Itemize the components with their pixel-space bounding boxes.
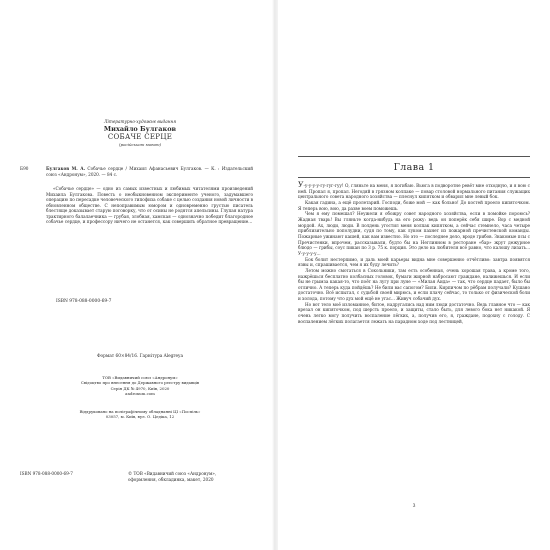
body-paragraph: Бок болит нестерпимо, и даль моей карьеры видна мне совершенно отчётливо: завтра появятся язвы и, спрашивается, чем я их буду лечить? — [298, 256, 530, 268]
body-paragraph — [298, 182, 530, 200]
body-text — [298, 182, 530, 324]
isbn: ISBN 978-088-0000-69-7 — [56, 299, 112, 304]
body-paragraph: Но вот тело моё изломанное, битое, надругались над ним люди достаточно. Ведь главное что — как врезал он кипяточком, под шерсть проело, и защиты, стало быть, для левого бока нет никакой. Я очень легко могу получить воспаление лёгких, а, получив его, я, граждане, подохну с голоду. С воспалением лёгких полагается лежать на парадном ходе под лестницей, — [298, 301, 530, 324]
copyright-line: © ТОВ «Видавничий союз «Андронум», — [128, 471, 217, 476]
format-line: Формат 60×84/16. Гарнітура Alegreya — [96, 354, 184, 359]
imprint-line: Серія ДК № 4970, Київ, 2020 — [110, 385, 170, 391]
bibliographic-text: Собачье сердце / Михаил Афанасьевич Булгаков. — К. : Издательский союз «Андронум», 2020. — 84 с. — [46, 166, 253, 177]
language-note: (російською мовою) — [118, 142, 162, 147]
chapter-title: Глава 1 — [393, 161, 435, 173]
bibliographic-record — [46, 166, 253, 177]
isbn-bottom: ISBN 978-088-0000-69-7 — [20, 471, 73, 476]
book-title: СОБАЧЕ СЕРЦЕ — [107, 133, 173, 141]
first-paragraph-text: -у-у-у-у-гу-гуг-гуу! О, гляньте на меня, я погибаю. Вьюга в подворотне ревёт мне отходную, и я вою с ней. Пропал я, пропал. Негодяй в грязном колпаке — повар столовой нормального питания служащих центрального совета народного хозяйства — плеснул кипятком и обварил мне левый бок. — [298, 183, 530, 200]
printer-line: Віддруковано на поліграфічному обладнанні ЦІ «Поспіль» — [79, 409, 201, 414]
bibliographic-author: Булгаков М. А. — [46, 166, 86, 171]
copyright — [128, 471, 263, 482]
body-paragraph: Летом можно смотаться в Сокольники, там есть особенная, очень хорошая трава, а кроме того, нажрёшься бесплатно колбасных головок, бумаги жирной набросают граждане, налижешься. И если бы не грымза какая-то, что поёт на лугу при луне — «Милая Аида» — так, что сердце падает, было бы отлично. А теперь куда пойдёшь? Не били вас сапогом? Били. Кирпичом по рёбрам получали? Кушано достаточно. Всё испытал, с судьбой своей мирюсь, и если плачу сейчас, то только от физической боли и холода, потому что дух мой ещё не угас... Живуч собачий дух. — [298, 267, 530, 302]
printer-line: 03057, м. Київ, вул. О. Цедіка, 12 — [105, 414, 175, 420]
body-paragraph: Чем я ему помешал? Неужели я обожру совет народного хозяйства, если в помойке пороюсь? Жадная тварь! Вы гляньте когда-нибудь на его рожу: ведь он поперёк себя шире. Вор с медной мордой. Ах, люди, люди. В полдень угостил меня колпак кипятком, а сейчас стемнело, часа четыре приблизительно пополудни, судя по тому, как луком пахнет из пожарной пречистенской команды. Пожарные ужинают кашей, как вам известно. Но это — последнее дело, вроде грибов. Знакомые псы с Пречистенки, впрочем, рассказывали, будто бы на Неглинном в ресторане «бар» жрут дежурное блюдо — грибы, соус пикан по 3 р. 75 к. порция. Это дело на любителя всё равно, что калошу лизать... У-у-у-у-у... — [298, 211, 530, 256]
series-line: Літературно-художнє видання — [104, 119, 176, 124]
imprint-line: Свідоцтво про внесення до Державного реєстру видавців — [80, 380, 200, 386]
drop-cap: У — [298, 180, 304, 189]
chapter-heading — [298, 156, 530, 178]
imprint-line: ТОВ «Видавничий союз «Андронум» — [102, 375, 178, 380]
body-paragraph: Какая гадина, а ещё пролетарий. Господи, боже мой — как больно! До костей проело кипяточком. Я теперь вою, вою, да разве воем поможешь. — [298, 199, 530, 211]
imprint-line: andronum.com — [125, 390, 155, 396]
right-page — [278, 0, 550, 550]
printer-info — [20, 409, 260, 420]
udk-code: Б90 — [20, 166, 29, 171]
author-name: Михайло Булгаков — [103, 125, 177, 133]
copyright-line: оформлення, обкладинка, макет, 2020 — [128, 476, 214, 482]
left-page — [0, 0, 272, 550]
publisher-imprint — [20, 375, 260, 396]
annotation — [46, 186, 253, 225]
annotation-paragraph: «Собачье сердце» — одно из самых известных и любимых читателями произведений Михаила Булгакова. Повесть о необыкновенном эксперименте ученого, задумавшего операцию по пересадке человеческого гипофиза собаке с целью создания новой личности в обновленном обществе. С непоправимым юмором и одновременно грустью писатель блестяще доказывает старую поговорку, что от осины не родятся апельсины. Глупая натура трактирного балалаечника — грубая, злобная, хамская — однозначно победит благородное собачье сердце, и профессору ничего не останется, как совершить обратное превращение... — [46, 186, 253, 224]
page-number: 3 — [412, 504, 416, 509]
